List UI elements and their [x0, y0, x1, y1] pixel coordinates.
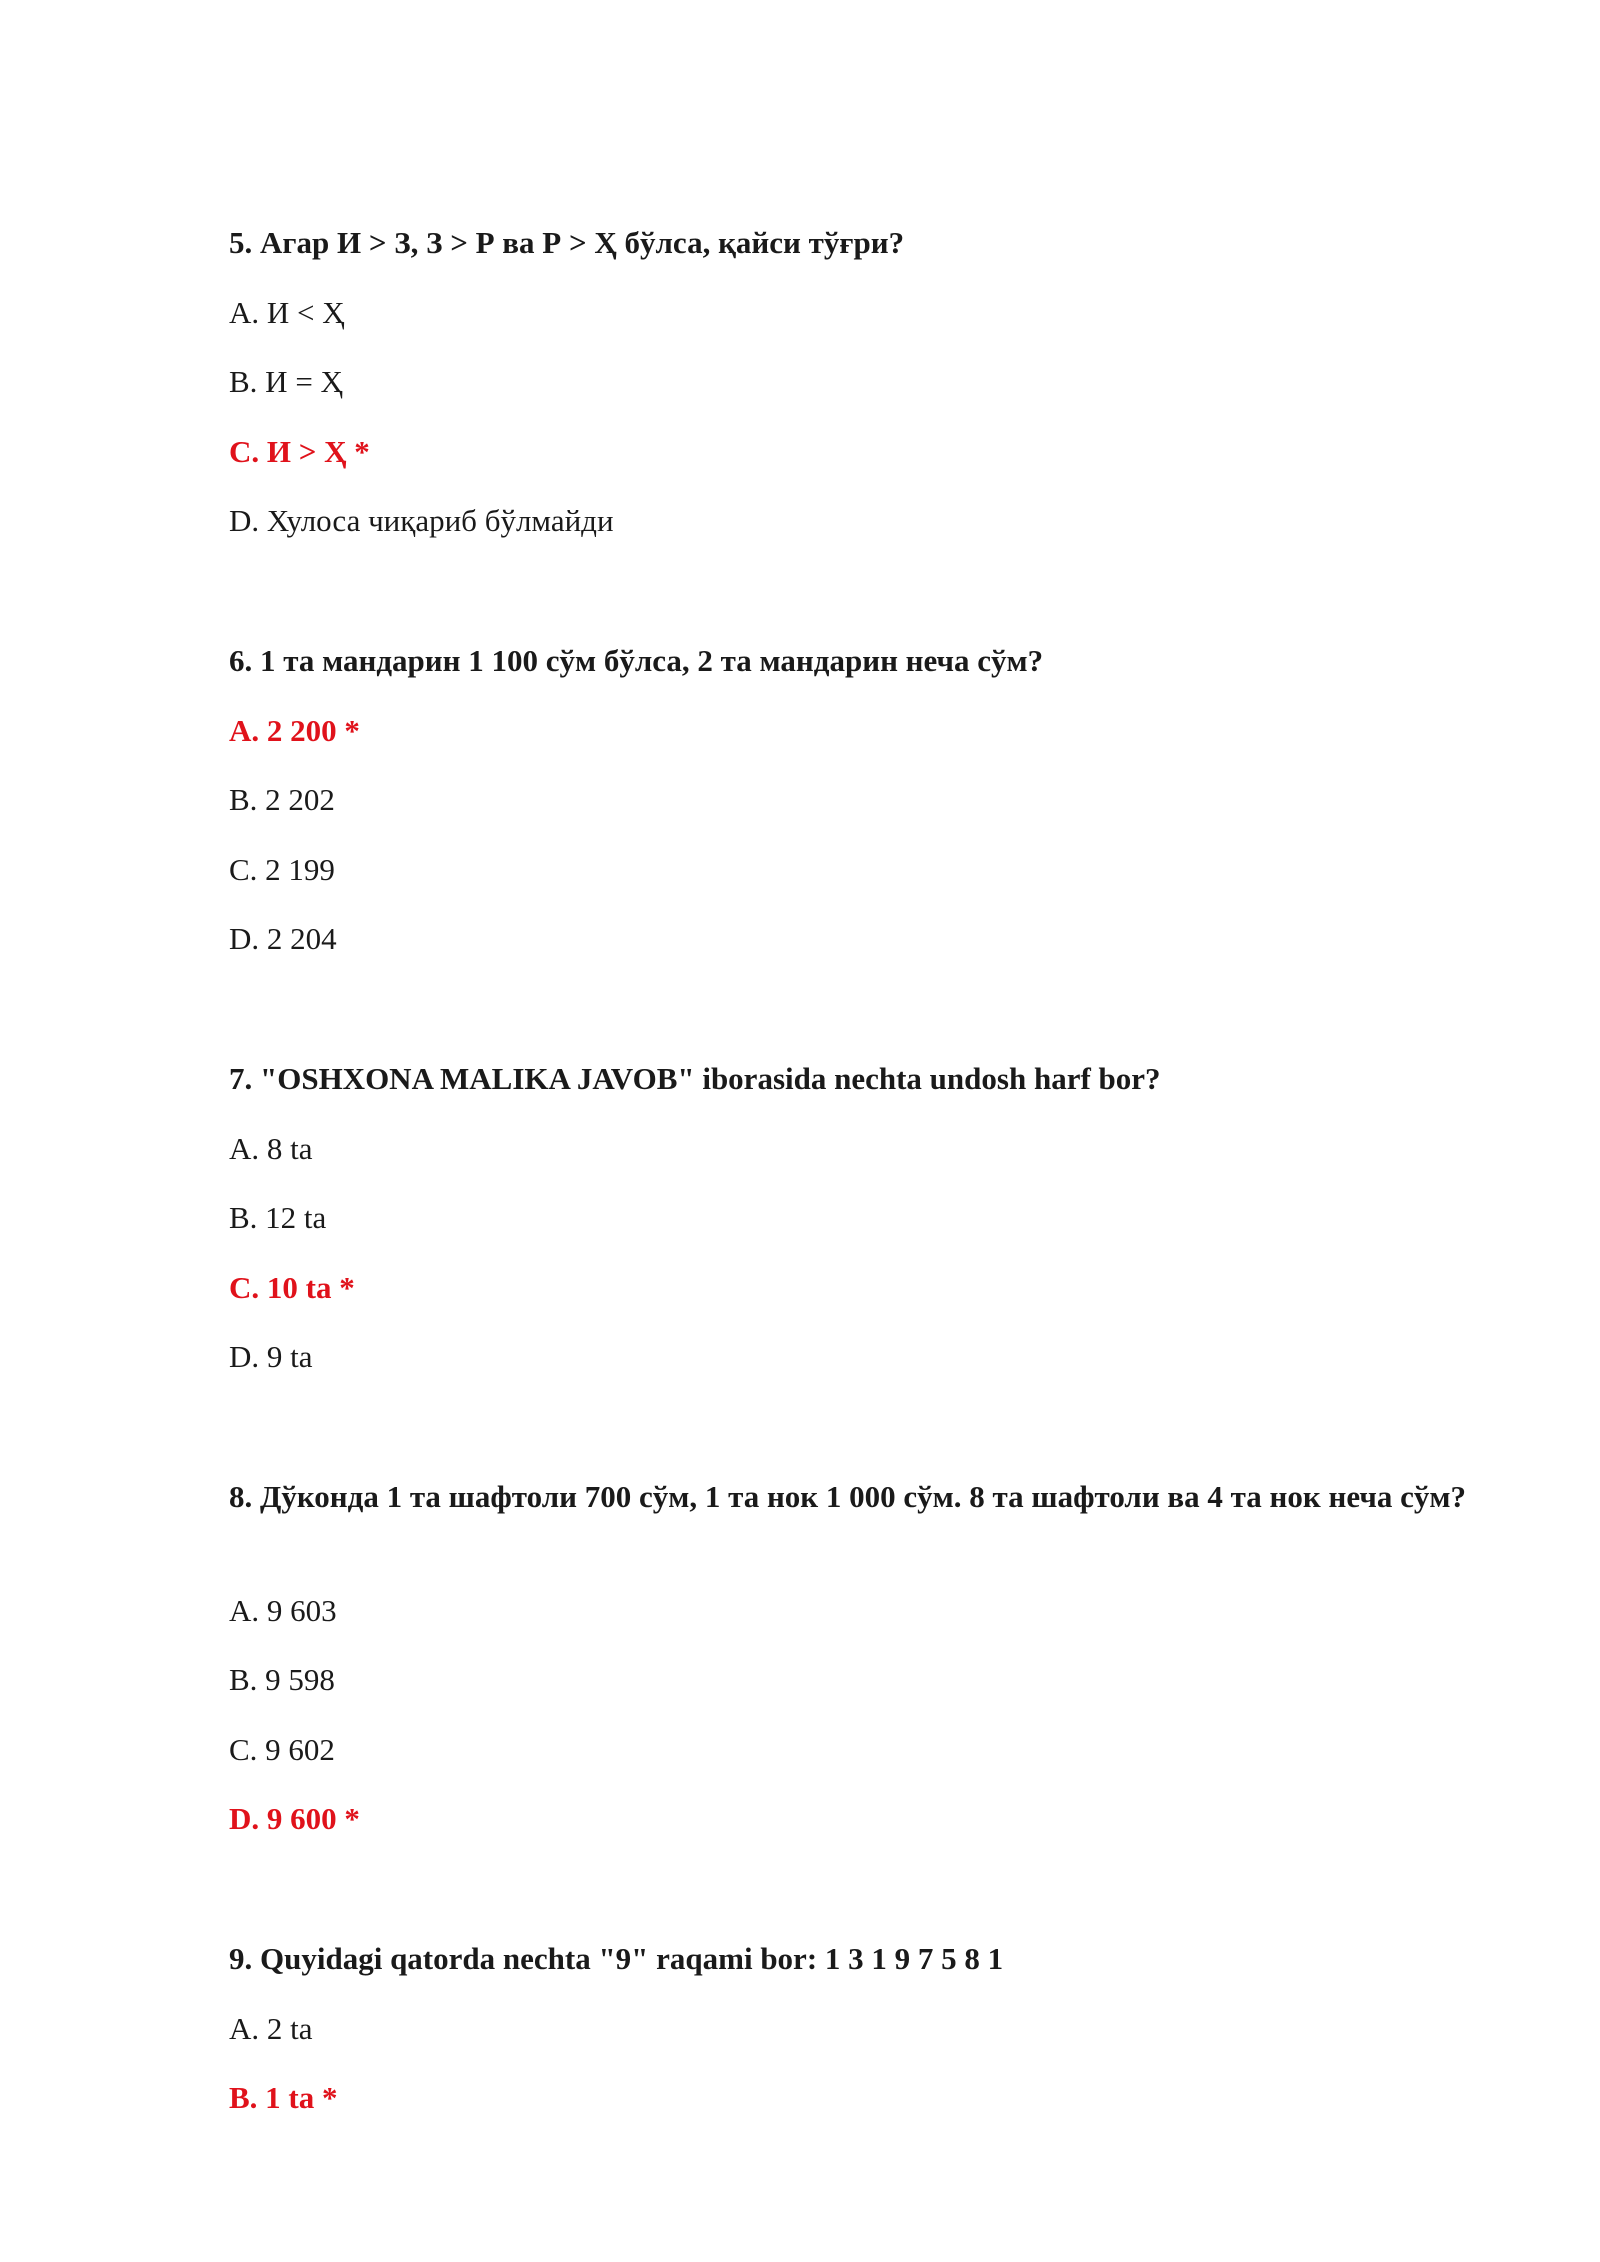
question-block-5 — [229, 220, 1469, 538]
option-b-correct: B. 1 ta * — [229, 2080, 338, 2115]
option-a: A. 8 ta — [229, 1131, 313, 1166]
option-a-correct: A. 2 200 * — [229, 713, 360, 748]
question-text: 8. Дўконда 1 та шафтоли 700 сўм, 1 та нок 1 000 сўм. 8 та шафтоли ва 4 та нок неча сўм? — [229, 1479, 1466, 1514]
option-d: D. 9 ta — [229, 1339, 313, 1374]
option-b: B. 9 598 — [229, 1662, 335, 1697]
question-text: 7. "OSHXONA MALIKA JAVOB" iborasida nechta undosh harf bor? — [229, 1061, 1161, 1096]
question-block-7 — [229, 1056, 1469, 1374]
option-b: B. 12 ta — [229, 1200, 327, 1235]
option-d: D. Хулоса чиқариб бўлмайди — [229, 503, 614, 538]
option-a: A. И < Ҳ — [229, 295, 345, 330]
option-d: D. 2 204 — [229, 921, 337, 956]
question-block-8 — [229, 1474, 1469, 1836]
option-a: A. 2 ta — [229, 2011, 313, 2046]
option-b: B. 2 202 — [229, 782, 335, 817]
question-block-6 — [229, 638, 1469, 956]
option-a: A. 9 603 — [229, 1593, 337, 1628]
option-b: B. И = Ҳ — [229, 364, 343, 399]
question-text: 5. Агар И > З, З > Р ва Р > Ҳ бўлса, қайси тўғри? — [229, 225, 905, 260]
question-block-9 — [229, 1936, 1469, 2115]
option-c-correct: C. 10 ta * — [229, 1270, 355, 1305]
question-text: 6. 1 та мандарин 1 100 сўм бўлса, 2 та мандарин неча сўм? — [229, 643, 1044, 678]
option-c: C. 9 602 — [229, 1732, 335, 1767]
option-d-correct: D. 9 600 * — [229, 1801, 360, 1836]
option-c: C. 2 199 — [229, 852, 335, 887]
option-c-correct: C. И > Ҳ * — [229, 434, 370, 469]
question-text: 9. Quyidagi qatorda nechta "9" raqami bor: 1 3 1 9 7 5 8 1 — [229, 1941, 1004, 1976]
